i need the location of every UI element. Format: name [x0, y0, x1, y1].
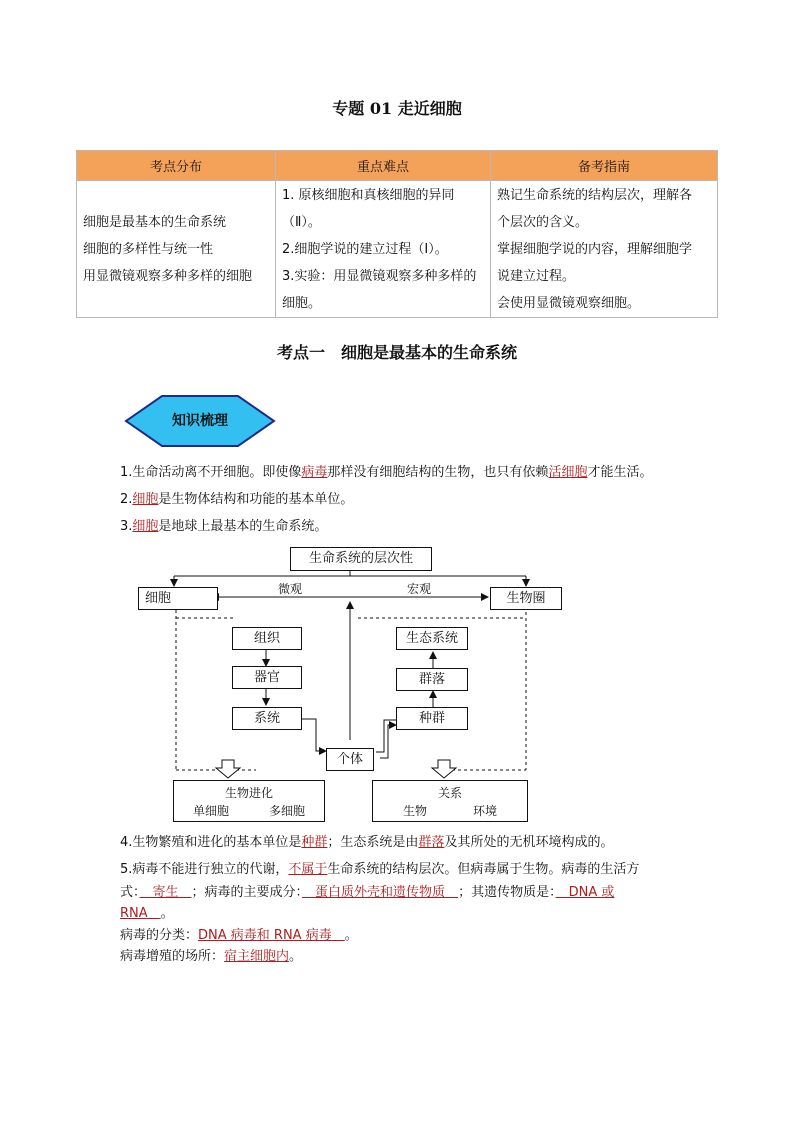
header-guide: 备考指南 — [491, 151, 718, 181]
header-key-points: 重点难点 — [276, 151, 491, 181]
item-7: 病毒增殖的场所：宿主细胞内。 — [120, 949, 303, 964]
section-title: 考点一 细胞是最基本的生命系统 — [276, 343, 517, 362]
box-cell: 细胞 — [138, 587, 218, 610]
col-guide — [491, 181, 718, 318]
item-4: 4.生物繁殖和进化的基本单位是种群；生态系统是由群落及其所处的无机环境构成的。 — [120, 835, 614, 850]
table-cell-line: 用显微镜观察多种多样的细胞 — [83, 268, 253, 284]
table-cell-line: 1. 原核细胞和真核细胞的异同 — [282, 187, 455, 203]
item-6: 病毒的分类：DNA 病毒和 RNA 病毒 。 — [120, 928, 358, 943]
box-individual: 个体 — [326, 748, 374, 771]
table-cell-line: 细胞是最基本的生命系统 — [83, 214, 227, 230]
item-5-cont: 式： 寄生 ；病毒的主要成分： 蛋白质外壳和遗传物质 ；其遗传物质是： DNA 或 — [120, 885, 615, 900]
table-cell-line: 2.细胞学说的建立过程（Ⅰ）。 — [282, 241, 448, 257]
table-cell-line: 熟记生命系统的结构层次，理解各 — [497, 187, 693, 203]
item-5-end: RNA 。 — [120, 906, 174, 921]
table-cell-line: 个层次的含义。 — [497, 214, 589, 230]
table-cell-line: 会使用显微镜观察细胞。 — [497, 295, 641, 311]
item-1: 1.生命活动离不开细胞。即使像病毒那样没有细胞结构的生物，也只有依赖活细胞才能生活。 — [120, 465, 653, 480]
box-biosphere: 生物圈 — [490, 587, 562, 610]
table-cell-line: 细胞。 — [282, 295, 322, 311]
box-organ: 器官 — [232, 666, 302, 689]
table-cell-line: 说建立过程。 — [497, 268, 576, 284]
box-ecosystem: 生态系统 — [396, 627, 468, 650]
box-tissue: 组织 — [232, 627, 302, 650]
box-system: 系统 — [232, 707, 302, 730]
box-community: 群落 — [396, 668, 468, 691]
item-5: 5.病毒不能进行独立的代谢，不属于生命系统的结构层次。但病毒属于生物。病毒的生活方 — [120, 862, 640, 877]
box-population: 种群 — [396, 707, 468, 730]
table-cell-line: 掌握细胞学说的内容，理解细胞学 — [497, 241, 693, 257]
guide-table — [76, 150, 718, 318]
box-evolution: 生物进化 单细胞 多细胞 — [173, 780, 325, 822]
table-cell-line: （Ⅱ）。 — [282, 214, 321, 230]
col-distribution — [77, 181, 276, 318]
item-3: 3.细胞是地球上最基本的生命系统。 — [120, 519, 328, 534]
label-micro: 微观 — [278, 582, 303, 596]
table-cell-line: 细胞的多样性与统一性 — [83, 241, 214, 257]
col-key-points — [276, 181, 491, 318]
box-relation: 关系 生物 环境 — [372, 780, 528, 822]
header-distribution: 考点分布 — [77, 151, 276, 181]
box-hierarchy: 生命系统的层次性 — [290, 547, 432, 571]
badge-label: 知识梳理 — [172, 413, 228, 429]
table-cell-line: 3.实验：用显微镜观察多种多样的 — [282, 268, 477, 284]
page-title: 专题 01 走近细胞 — [332, 99, 462, 118]
label-macro: 宏观 — [407, 582, 432, 596]
item-2: 2.细胞是生物体结构和功能的基本单位。 — [120, 492, 354, 507]
